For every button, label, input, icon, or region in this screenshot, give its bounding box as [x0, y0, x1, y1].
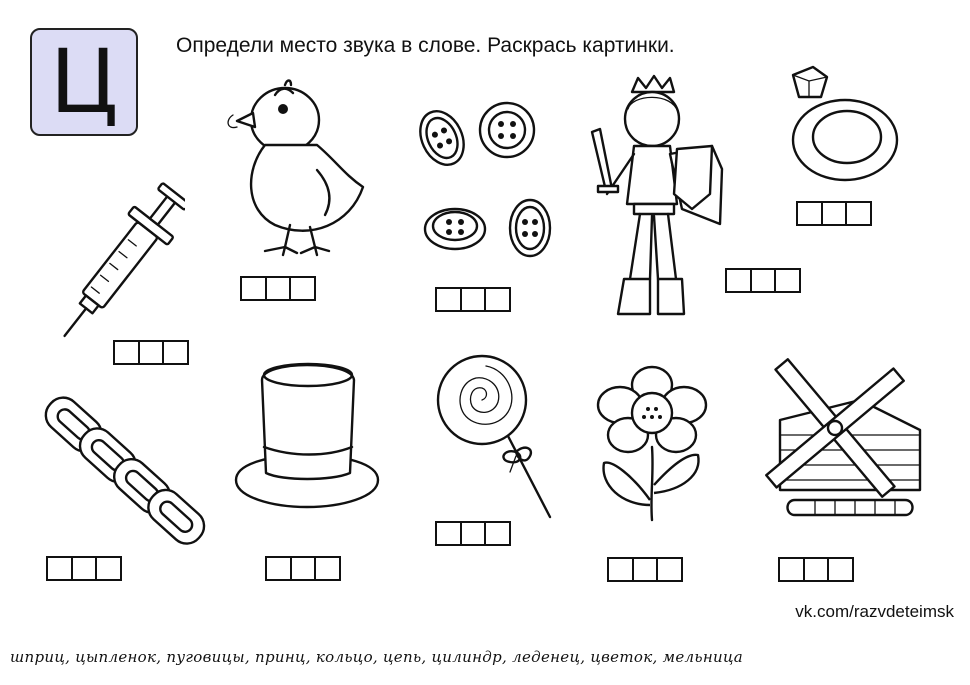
box-cell[interactable] — [290, 556, 317, 581]
letter: Ц — [49, 30, 119, 133]
sound-position-boxes[interactable] — [778, 557, 852, 582]
box-cell[interactable] — [845, 201, 872, 226]
box-cell[interactable] — [725, 268, 752, 293]
source-link[interactable]: vk.com/razvdeteimsk — [795, 602, 954, 621]
instruction-text: Определи место звука в слове. Раскрась картинки. — [176, 34, 675, 57]
box-cell[interactable] — [796, 201, 823, 226]
box-cell[interactable] — [240, 276, 267, 301]
box-cell[interactable] — [484, 287, 511, 312]
sound-position-boxes[interactable] — [240, 276, 314, 301]
box-cell[interactable] — [484, 521, 511, 546]
box-cell[interactable] — [821, 201, 848, 226]
box-cell[interactable] — [778, 557, 805, 582]
box-cell[interactable] — [827, 557, 854, 582]
box-cell[interactable] — [460, 521, 487, 546]
sound-position-boxes[interactable] — [113, 340, 187, 365]
box-cell[interactable] — [113, 340, 140, 365]
sound-position-boxes[interactable] — [607, 557, 681, 582]
box-cell[interactable] — [774, 268, 801, 293]
lollipop-icon — [432, 352, 562, 522]
buttons-icon — [412, 98, 557, 268]
flower-icon — [592, 365, 712, 525]
box-cell[interactable] — [607, 557, 634, 582]
box-cell[interactable] — [46, 556, 73, 581]
ring-icon — [785, 65, 900, 185]
letter-card — [30, 28, 138, 136]
prince-icon — [572, 74, 737, 324]
sound-position-boxes[interactable] — [435, 521, 509, 546]
top-hat-icon — [232, 355, 382, 515]
box-cell[interactable] — [289, 276, 316, 301]
chick-icon — [225, 75, 375, 260]
box-cell[interactable] — [71, 556, 98, 581]
box-cell[interactable] — [314, 556, 341, 581]
sound-position-boxes[interactable] — [796, 201, 870, 226]
box-cell[interactable] — [435, 287, 462, 312]
word-list: шприц, цыпленок, пуговицы, принц, кольцо, цепь, цилиндр, леденец, цветок, мельница — [10, 648, 743, 666]
box-cell[interactable] — [435, 521, 462, 546]
syringe-icon — [55, 180, 185, 350]
box-cell[interactable] — [750, 268, 777, 293]
box-cell[interactable] — [162, 340, 189, 365]
windmill-icon — [740, 340, 935, 535]
chain-icon — [30, 392, 225, 552]
box-cell[interactable] — [265, 556, 292, 581]
box-cell[interactable] — [632, 557, 659, 582]
box-cell[interactable] — [265, 276, 292, 301]
box-cell[interactable] — [460, 287, 487, 312]
sound-position-boxes[interactable] — [435, 287, 509, 312]
box-cell[interactable] — [138, 340, 165, 365]
box-cell[interactable] — [95, 556, 122, 581]
sound-position-boxes[interactable] — [46, 556, 120, 581]
sound-position-boxes[interactable] — [265, 556, 339, 581]
sound-position-boxes[interactable] — [725, 268, 799, 293]
box-cell[interactable] — [803, 557, 830, 582]
box-cell[interactable] — [656, 557, 683, 582]
